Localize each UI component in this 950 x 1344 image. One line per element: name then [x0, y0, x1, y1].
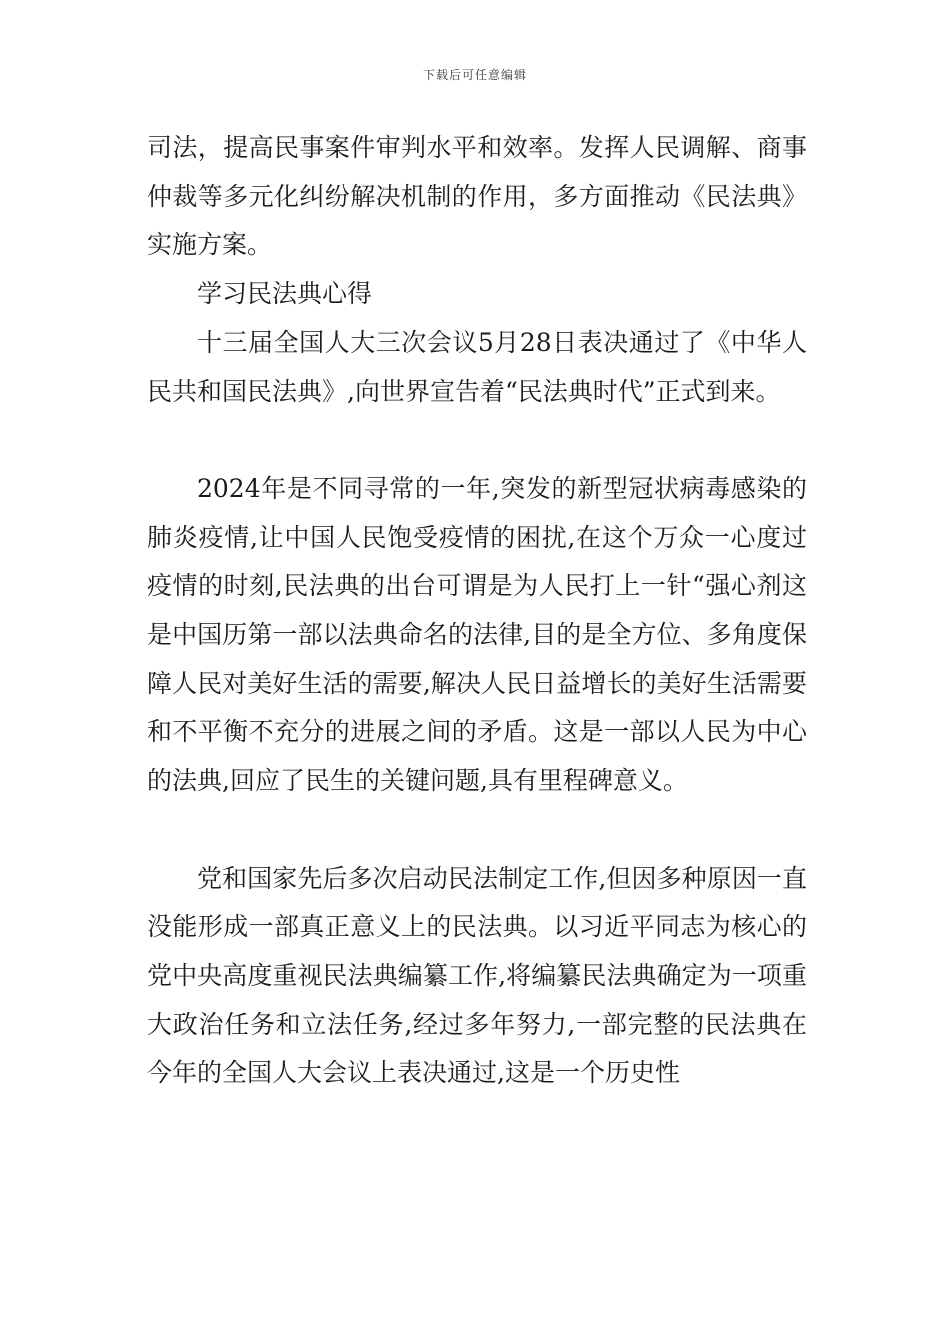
- paragraph-continuation: 司法，提高民事案件审判水平和效率。发挥人民调解、商事仲裁等多元化纠纷解决机制的作用，多方面推动《民法典》实施方案。: [147, 133, 807, 260]
- paragraph-2024: 2024年是不同寻常的一年,突发的新型冠状病毒感染的肺炎疫情,让中国人民饱受疫情的困扰,在这个万众一心度过疫情的时刻,民法典的出台可谓是为人民打上一针“强心剂这是中国历第一部以法典命名的法律,目的是全方位、多角度保障人民对美好生活的需要,解决人民日益增长的美好生活需要和不平衡不充分的进展之间的矛盾。这是一部以人民为中心的法典,回应了民生的关键问题,具有里程碑意义。: [147, 473, 807, 796]
- section-heading: 学习民法典心得: [197, 279, 373, 309]
- document-body: [147, 124, 807, 1098]
- header-note: 下载后可任意编辑: [422, 68, 527, 82]
- paragraph-party-state: 党和国家先后多次启动民法制定工作,但因多种原因一直没能形成一部真正意义上的民法典。以习近平同志为核心的党中央高度重视民法典编纂工作,将编纂民法典确定为一项重大政治任务和立法任务,经过多年努力,一部完整的民法典在今年的全国人大会议上表决通过,这是一个历史性: [147, 863, 807, 1088]
- paragraph-intro: 十三届全国人大三次会议5月28日表决通过了《中华人民共和国民法典》,向世界宣告着“民法典时代”正式到来。: [147, 327, 807, 406]
